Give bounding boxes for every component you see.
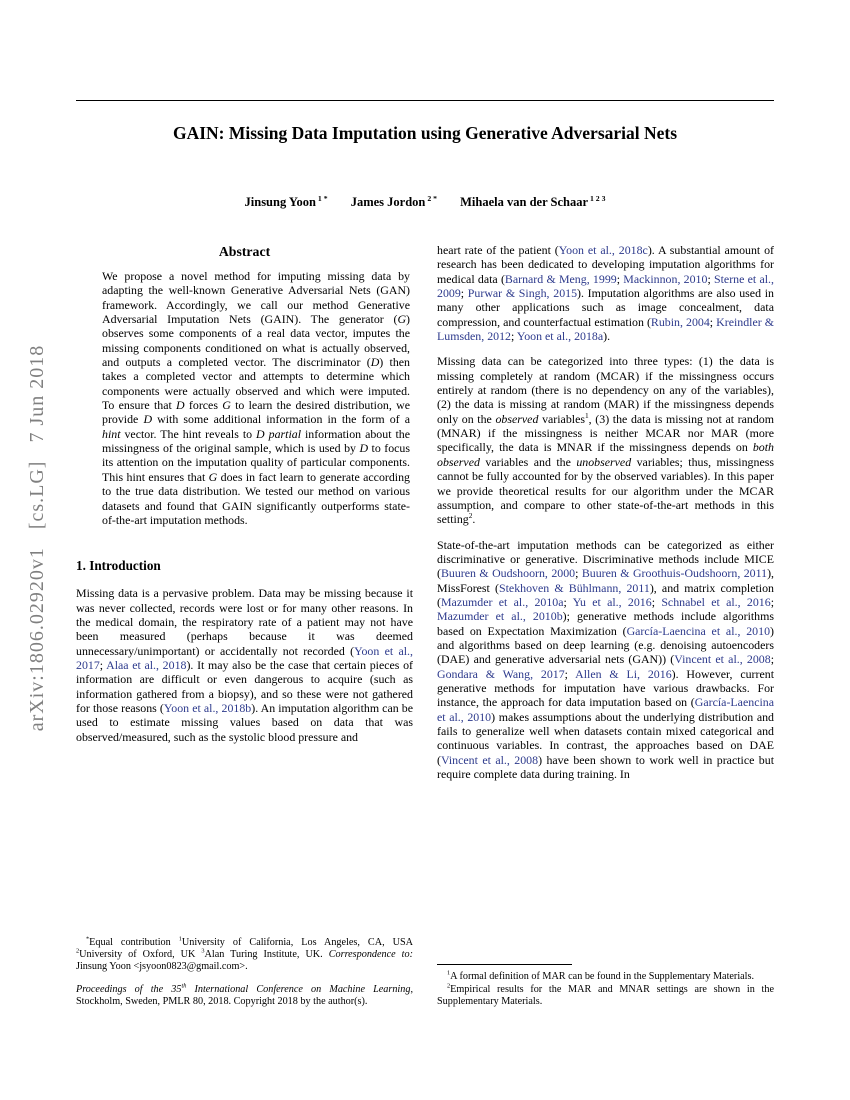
text-run: We propose a novel method for imputing missing data by adapting the well-known Generative Adversarial Nets (GAN) framework. Accordingly, we call our method Generative Adversarial Imputation Nets (GAIN). The generator (	[102, 269, 410, 327]
text-run: D	[256, 426, 265, 441]
text-run: ;	[99, 657, 107, 672]
affiliation-footnote	[76, 937, 413, 974]
text-run: ). A substantial amount of research has been dedicated to developing imputation algorithms for medical data (	[437, 243, 775, 286]
left-column	[76, 243, 413, 1008]
citation-link[interactable]: Stekhoven & Bühlmann, 2011	[499, 580, 650, 595]
text-run: Equal contribution	[89, 936, 179, 948]
text-run: to focus its attention on the imputation quality of particular components. This hint ensures that	[102, 441, 410, 484]
citation-link[interactable]: Vincent et al., 2008	[440, 752, 539, 767]
text-run: ;	[651, 594, 662, 609]
text-run: ;	[563, 594, 573, 609]
text-run: Missing data can be categorized into three types: (1) the data is missing completely at random (MCAR) if the missingness occurs entirely at random (there is no dependency on any of the variables), (2) the data is missing at random (MAR) if the missingness depends only on the	[437, 354, 774, 426]
text-run: 2	[76, 947, 80, 955]
text-run: ), MissForest (	[437, 566, 774, 595]
author-3-name: Mihaela van der Schaar	[460, 195, 589, 209]
text-run: ). Imputation algorithms are also used in many other applications such as image concealment, data compression, and counterfactual estimation (	[437, 286, 774, 329]
text-run: Missing data is a pervasive problem. Data may be missing because it was never collected, records were lost or for many other reasons. In the medical domain, the respiratory rate of a patient may not have been measured (perhaps because it was deemed unnecessary/unimportant) or accidentally not recorded (	[76, 586, 413, 658]
text-run: Proceedings of the 35	[76, 983, 182, 995]
citation-link[interactable]: García-Laencina et al., 2010	[626, 623, 771, 638]
text-run: 2	[468, 511, 473, 521]
citation-link[interactable]: Yoon et al., 2017	[76, 643, 413, 672]
text-run: University of California, Los Angeles, CA, USA	[181, 936, 413, 948]
text-run: unobserved	[576, 454, 632, 469]
citation-link[interactable]: Purwar & Singh, 2015	[467, 286, 578, 301]
text-run: , Stockholm, Sweden, PMLR 80, 2018. Copyright 2018 by the author(s).	[76, 983, 413, 1007]
author-1	[245, 195, 328, 210]
text-run: to learn the desired distribution, we provide	[102, 398, 410, 427]
right-column	[437, 243, 774, 1008]
author-2	[351, 195, 437, 210]
text-run: .	[472, 512, 476, 527]
author-1-name: Jinsung Yoon	[244, 195, 316, 209]
two-column-body	[76, 243, 774, 1008]
citation-link[interactable]: Yu et al., 2016	[572, 594, 652, 609]
author-3	[460, 195, 605, 210]
text-run: D	[370, 355, 380, 370]
citation-link[interactable]: Yoon et al., 2018a	[516, 329, 604, 344]
citation-link[interactable]: Mackinnon, 2010	[623, 271, 708, 286]
text-run: ;	[770, 594, 774, 609]
text-run: ;	[564, 666, 576, 681]
body-paragraph-2	[437, 354, 774, 526]
citation-link[interactable]: Mazumder et al., 2010a	[440, 594, 564, 609]
text-run: G	[222, 398, 231, 413]
citation-link[interactable]: Gondara & Wang, 2017	[437, 666, 565, 681]
text-run: observed	[495, 411, 539, 426]
header-rule	[76, 100, 774, 101]
citation-link[interactable]: Vincent et al., 2008	[674, 652, 771, 667]
text-run: ;	[709, 314, 717, 329]
text-run: 2	[447, 982, 451, 990]
text-run: ).	[603, 329, 611, 344]
text-run: hint	[102, 426, 121, 441]
text-run: forces	[184, 398, 223, 413]
citation-link[interactable]: Rubin, 2004	[650, 314, 710, 329]
citation-link[interactable]: Mazumder et al., 2010b	[437, 609, 563, 624]
text-run: ) and algorithms based on deep learning (e.g. denoising autoencoders (DAE) and generative adversarial nets (GAN)) (	[437, 623, 774, 667]
intro-paragraph	[76, 586, 413, 744]
footnote-rule	[437, 964, 572, 965]
text-run: variables	[538, 411, 585, 426]
text-run: State-of-the-art imputation methods can be categorized as either discriminative or generative. Discriminative methods include MICE (	[437, 537, 774, 581]
footnote-1	[437, 971, 774, 983]
paper-content	[76, 0, 774, 1008]
text-run: ;	[460, 286, 468, 301]
author-1-affiliation-marks: 1 *	[315, 193, 328, 203]
text-run: D	[176, 398, 185, 413]
text-run: partial	[268, 426, 301, 441]
text-run: ), and matrix completion (	[437, 580, 774, 609]
text-run: ;	[616, 271, 624, 286]
text-run: vector. The hint reveals to	[120, 426, 257, 441]
text-run: ) observes some components of a real data vector, imputes the missing components conditioned on what is actually observed, and outputs a completed vector. The discriminator (	[102, 312, 410, 370]
right-footnote-block	[437, 964, 774, 1008]
text-run: University of Oxford, UK	[79, 949, 202, 961]
citation-link[interactable]: Barnard & Meng, 1999	[504, 271, 617, 286]
text-run: A formal definition of MAR can be found in the Supplementary Materials.	[450, 971, 755, 983]
text-run: variables and the	[479, 454, 577, 469]
footnote-2	[437, 984, 774, 1008]
text-run: D	[143, 412, 153, 427]
text-run: 1	[178, 935, 182, 943]
citation-link[interactable]: Kreindler & Lumsden, 2012	[437, 314, 775, 344]
text-run: International Conference on Machine Learning	[186, 983, 411, 995]
text-run: information about the missingness of the original sample, which is used by	[102, 426, 410, 456]
text-run: 1	[447, 970, 451, 977]
body-paragraph-1	[437, 243, 774, 343]
text-run: Empirical results for the MAR and MNAR settings are shown in the Supplementary Materials.	[437, 983, 774, 1007]
text-run: ); generative methods include algorithms based on Expectation Maximization (	[437, 609, 774, 638]
arxiv-watermark: arXiv:1806.02920v1 [cs.LG] 7 Jun 2018	[26, 344, 48, 732]
text-run: , (3) the data is missing not at random (MNAR) if the missingness is neither MCAR nor MAR (more specifically, the data is MNAR if the missingness depends on	[437, 411, 774, 455]
text-run: ). An imputation algorithm can be used to estimate missing values based on data that was observed/measured, such as the systolic blood pressure and	[76, 700, 413, 744]
abstract-text	[76, 269, 413, 527]
citation-link[interactable]: Alaa et al., 2018	[106, 657, 187, 672]
text-run: th	[181, 982, 187, 990]
author-2-name: James Jordon	[350, 195, 426, 209]
text-run: ). It may also be the case that certain pieces of information are difficult or even dangerous to acquire (such as information gathered from a biopsy), and so these were not gathered for those reasons (	[76, 657, 413, 715]
text-run: D	[359, 441, 369, 456]
text-run: does in fact learn to generate according to the true data distribution. We tested our method on various datasets and found that GAIN significantly outperforms state-of-the-art imputation methods.	[102, 469, 410, 527]
citation-link[interactable]: Yoon et al., 2018b	[163, 700, 252, 715]
text-run: *	[86, 935, 90, 943]
text-run: variables; thus, missingness cannot be fully accounted for by the observed variables). In this paper we provide theoretical results for our algorithm under the MCAR assumption, and compare to other state-of-the-art methods in this setting	[437, 454, 774, 527]
citation-link[interactable]: Schnabel et al., 2016	[661, 594, 771, 609]
text-run: ) have been shown to work well in practice but require complete data during training. In	[437, 752, 774, 782]
author-3-affiliation-marks: 1 2 3	[588, 193, 606, 203]
proceedings-footnote	[76, 984, 413, 1008]
left-footnote-block	[76, 937, 413, 1008]
text-run: Alan Turing Institute, UK.	[204, 949, 329, 961]
text-run: 3	[201, 947, 205, 955]
body-paragraph-3	[437, 538, 774, 782]
section-heading-introduction: 1. Introduction	[76, 558, 161, 574]
text-run: heart rate of the patient (	[437, 243, 559, 257]
author-line	[76, 195, 774, 210]
citation-link[interactable]: Yoon et al., 2018c	[558, 243, 648, 257]
text-run: ;	[510, 329, 517, 344]
text-run: ) then takes a completed vector and attempts to determine which components were actually observed and which were imputed. To ensure that	[102, 355, 411, 413]
paper-title: GAIN: Missing Data Imputation using Generative Adversarial Nets	[172, 123, 678, 143]
text-run: ) makes assumptions about the underlying distribution and fails to generalize well when datasets contain mixed categorical and continuous variables. In contrast, the approaches based on DAE (	[437, 709, 774, 767]
citation-link[interactable]: Allen & Li, 2016	[575, 666, 672, 681]
text-run: G	[397, 312, 407, 327]
text-run: G	[208, 469, 218, 484]
author-2-affiliation-marks: 2 *	[425, 193, 437, 203]
text-run: Jinsung Yoon <jsyoon0823@gmail.com>.	[76, 961, 248, 973]
text-run: ;	[575, 566, 582, 581]
citation-link[interactable]: García-Laencina et al., 2010	[437, 695, 774, 724]
citation-link[interactable]: Buuren & Groothuis-Oudshoorn, 2011	[581, 566, 768, 581]
text-run: ;	[707, 271, 715, 286]
text-run: ;	[770, 652, 774, 667]
text-run: with some additional information in the form of a	[152, 412, 410, 427]
citation-link[interactable]: Buuren & Oudshoorn, 2000	[440, 566, 576, 581]
text-run: Correspondence to:	[328, 949, 413, 961]
abstract-heading: Abstract	[218, 244, 271, 259]
citation-link[interactable]: Sterne et al., 2009	[437, 271, 775, 301]
text-run: ). However, current generative methods for imputation have various drawbacks. For instance, the approach for data imputation based on (	[437, 666, 775, 710]
text-run: 1	[584, 410, 589, 420]
text-run: both observed	[437, 440, 774, 469]
